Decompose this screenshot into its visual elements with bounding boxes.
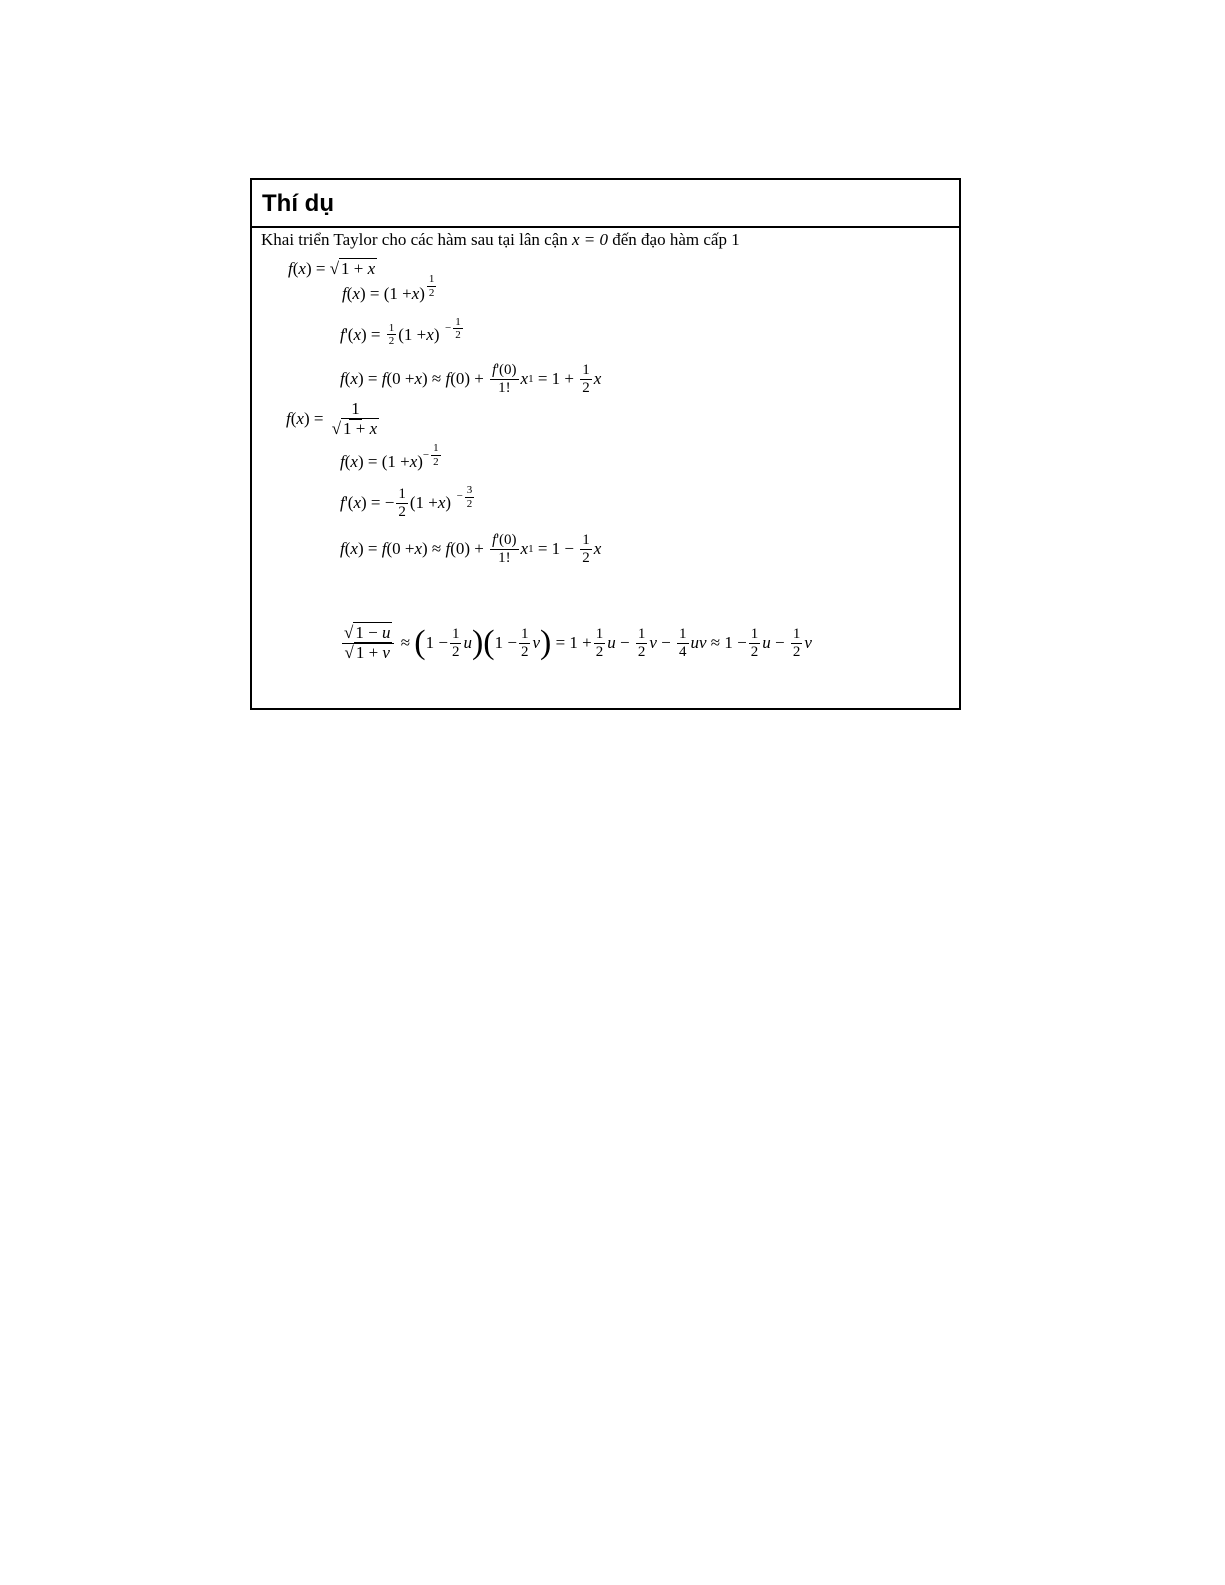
intro-line [261, 230, 740, 250]
intro-text: Khai triển Taylor cho các hàm sau tại lân cận [261, 230, 568, 249]
formula-f2-taylor: f ( x ) = f (0 + x ) ≈ f (0) + $\frac{f'(0)}{1!}$ x 1 = 1 − $\frac{1}{2}$ x [340, 532, 602, 566]
formula-f1-def: f ( x ) = √ 1 + x [288, 258, 376, 278]
formula-f2-power: f ( x ) = (1 + x ) − $\frac{1}{2}$ [340, 442, 439, 471]
formula-f2-def: f ( x ) = $\frac{1}{√ 1 + x}$ [286, 399, 378, 438]
formula-f1-power: f ( x ) = (1 + x ) $\frac{1}{2}$ [342, 273, 435, 303]
intro-tail: đến đạo hàm cấp 1 [612, 230, 740, 249]
example-slide [250, 178, 961, 710]
formula-f2-deriv: f '( x ) = − $\frac{1}{2}$ (1 + x ) − $\frac{3}{2}$ [340, 484, 473, 520]
intro-condition: x = 0 [571, 230, 609, 249]
formula-f1-deriv: f '( x ) = $\frac{1}{2}$ (1 + x ) − $\frac{1}{2}$ [340, 316, 461, 348]
formula-f1-taylor: f ( x ) = f (0 + x ) ≈ f (0) + $\frac{f'(0)}{1!}$ x 1 = 1 + $\frac{1}{2}$ x [340, 362, 602, 396]
slide-title: Thí dụ [262, 190, 334, 217]
formula-combined: $\frac{√ 1 - u}{√ 1 + v}$ ≈ ( 1 − $\frac{1}{2}$ u )( 1 − $\frac{1}{2}$ v ) = 1 + $\frac{1}{2}$ u − $\frac{1}{2}$ v − $\frac{1}{4}$ uv ≈ 1 − $\frac{1}{2}$ u − $\frac{1}{2}$ v [344, 623, 812, 662]
title-bar [252, 180, 959, 228]
